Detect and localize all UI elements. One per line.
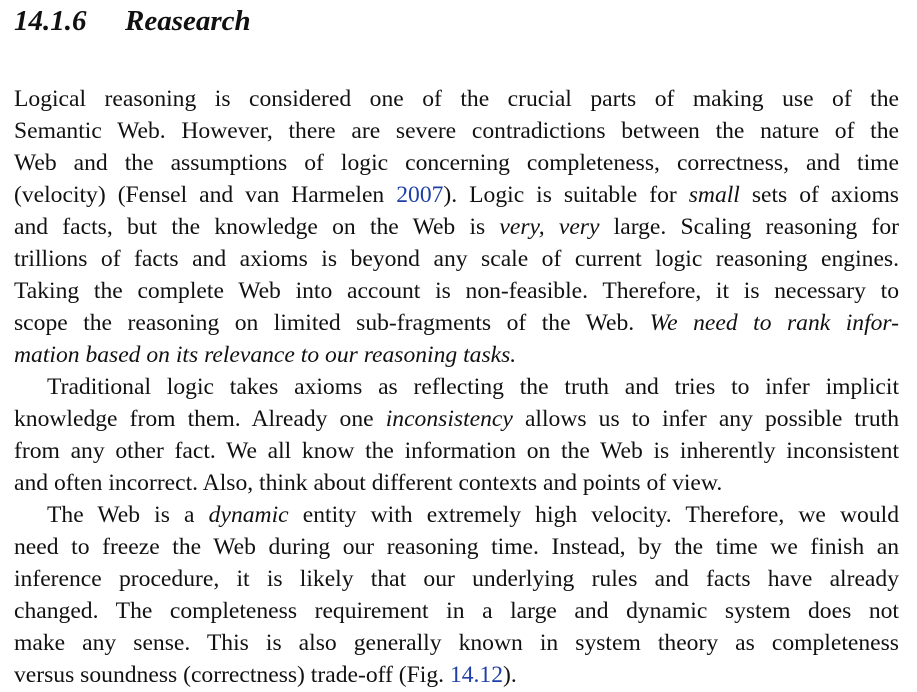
- text-segment: knowledge from them. Already one: [14, 406, 386, 432]
- page: [14, 0, 899, 691]
- paragraph: [14, 371, 899, 499]
- emphasis-text: mation based on its relevance to our reasoning tasks.: [14, 342, 517, 368]
- section-title: Reasearch: [125, 5, 251, 37]
- text-segment: ). Logic is suitable for: [443, 182, 689, 208]
- text-segment: inference procedure, it is likely that our underlying rules and facts have already: [14, 566, 899, 592]
- text-segment: sets of axioms: [739, 182, 899, 208]
- text-segment: scope the reasoning on limited sub-fragments of the Web.: [14, 310, 650, 336]
- text-segment: Taking the complete Web into account is non-feasible. Therefore, it is necessary to: [14, 278, 899, 304]
- reference-link[interactable]: 14.12: [449, 662, 504, 688]
- section-heading: [14, 0, 899, 43]
- text-line: [14, 403, 899, 435]
- text-line: [14, 83, 899, 115]
- text-segment: need to freeze the Web during our reasoning time. Instead, by the time we finish an: [14, 534, 899, 560]
- text-segment: and facts, but the knowledge on the Web is: [14, 214, 500, 240]
- text-line: [14, 595, 899, 627]
- text-line: [14, 211, 899, 243]
- emphasis-text: inconsistency: [385, 406, 513, 432]
- text-line: [14, 115, 899, 147]
- text-line: [14, 307, 899, 339]
- emphasis-text: small: [688, 182, 740, 208]
- section-body: [14, 83, 899, 691]
- text-line: [14, 371, 899, 403]
- text-line: [14, 339, 899, 371]
- text-segment: from any other fact. We all know the information on the Web is inherently inconsistent: [14, 438, 899, 464]
- text-line: [14, 243, 899, 275]
- text-line: [14, 531, 899, 563]
- text-line: [14, 147, 899, 179]
- text-line: [14, 275, 899, 307]
- text-segment: Traditional logic takes axioms as reflecting the truth and tries to infer implicit: [47, 374, 899, 400]
- text-segment: changed. The completeness requirement in a large and dynamic system does not: [14, 598, 899, 624]
- section-number: 14.1.6: [14, 5, 87, 37]
- text-segment: versus soundness (correctness) trade-off (Fig.: [14, 662, 450, 688]
- text-segment: Logical reasoning is considered one of the crucial parts of making use of the: [14, 86, 899, 112]
- emphasis-text: dynamic: [208, 502, 289, 528]
- text-segment: entity with extremely high velocity. Therefore, we would: [288, 502, 899, 528]
- text-segment: (velocity) (Fensel and van Harmelen: [14, 182, 397, 208]
- text-line: [14, 627, 899, 659]
- text-segment: trillions of facts and axioms is beyond any scale of current logic reasoning engines.: [14, 246, 899, 272]
- text-segment: Semantic Web. However, there are severe contradictions between the nature of the: [14, 118, 899, 144]
- text-line: [14, 435, 899, 467]
- text-line: [14, 659, 899, 691]
- text-segment: Web and the assumptions of logic concerning completeness, correctness, and time: [14, 150, 899, 176]
- text-segment: ).: [503, 662, 517, 688]
- text-segment: large. Scaling reasoning for: [599, 214, 899, 240]
- emphasis-text: We need to rank infor-: [649, 310, 899, 336]
- text-segment: make any sense. This is also generally known in system theory as completeness: [14, 630, 899, 656]
- emphasis-text: very, very: [499, 214, 600, 240]
- reference-link[interactable]: 2007: [396, 182, 444, 208]
- text-line: [14, 563, 899, 595]
- text-line: [14, 467, 899, 499]
- text-segment: and often incorrect. Also, think about different contexts and points of view.: [14, 470, 723, 496]
- text-segment: allows us to infer any possible truth: [512, 406, 899, 432]
- paragraph: [14, 499, 899, 691]
- text-segment: The Web is a: [47, 502, 209, 528]
- text-line: [14, 499, 899, 531]
- text-line: [14, 179, 899, 211]
- paragraph: [14, 83, 899, 371]
